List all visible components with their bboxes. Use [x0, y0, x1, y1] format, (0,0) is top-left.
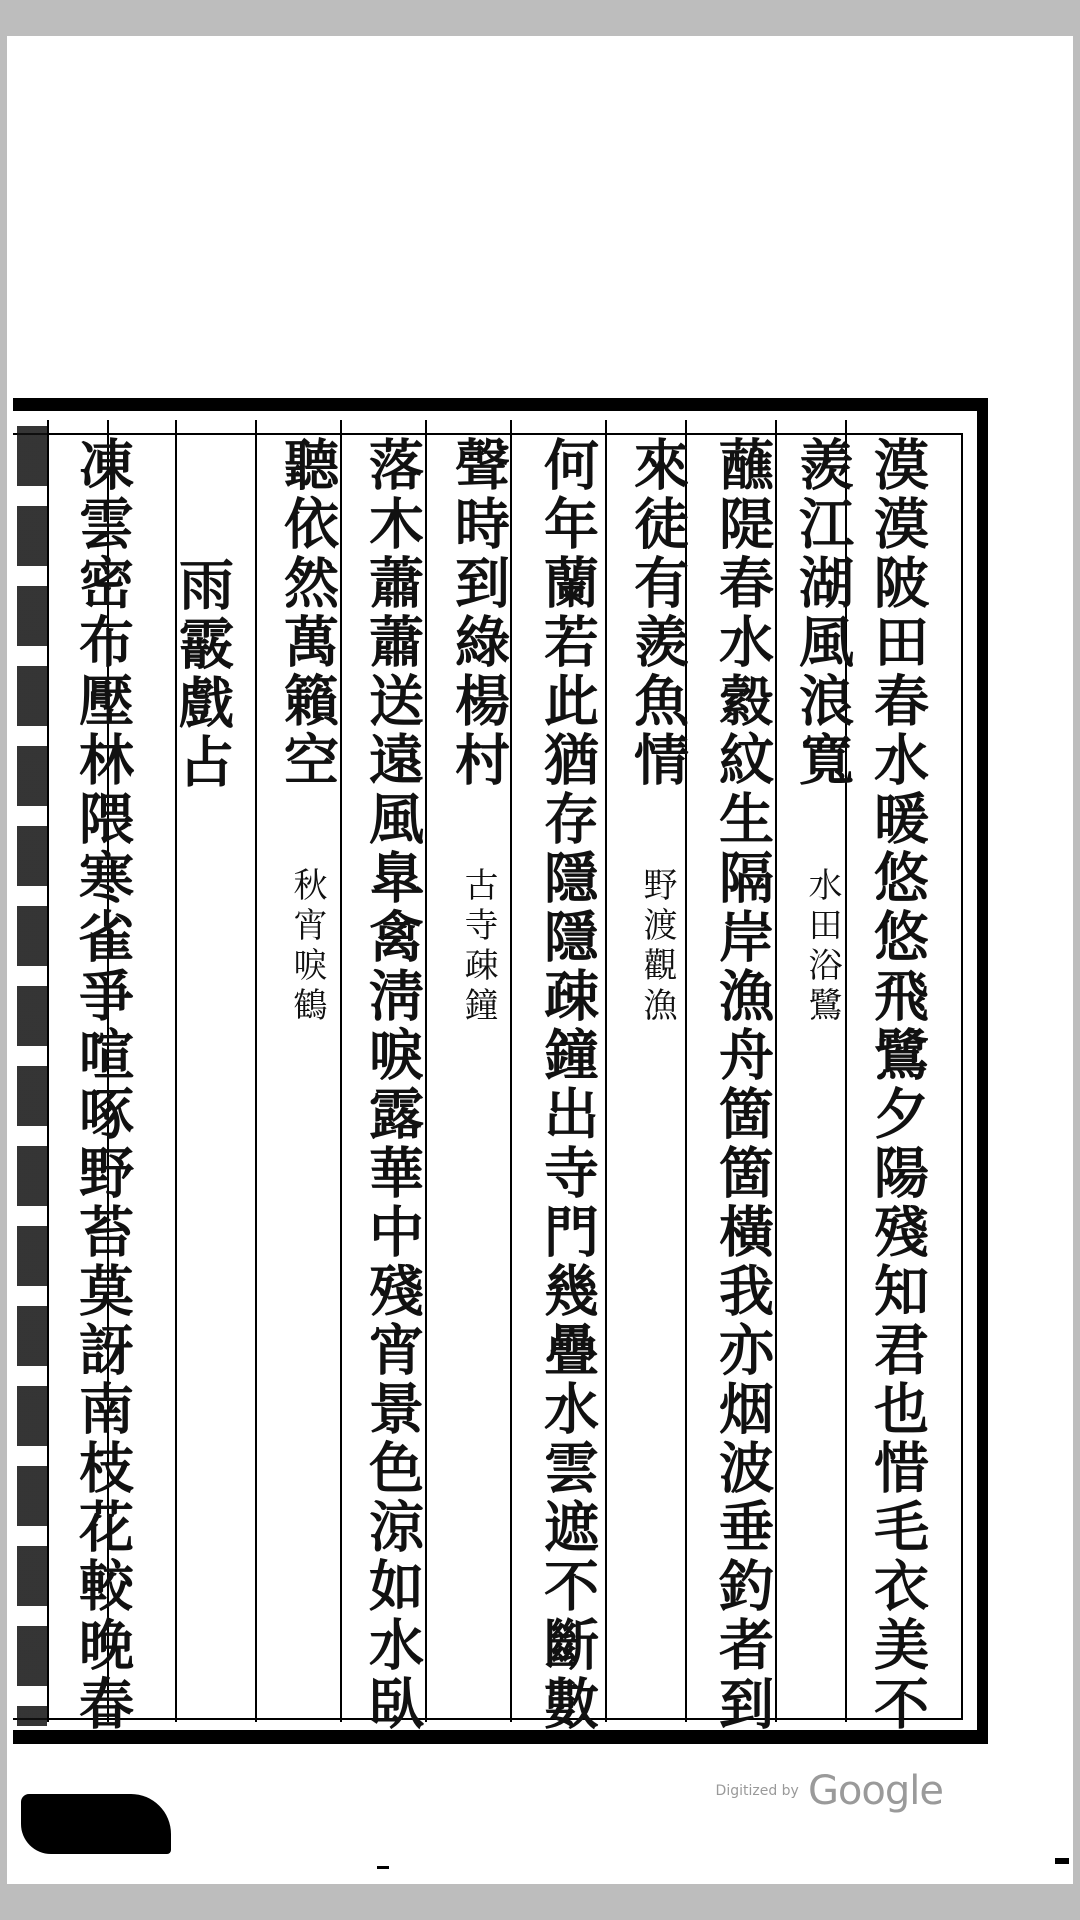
watermark-prefix: Digitized by	[715, 1783, 799, 1799]
column-text: 聲時到綠楊村	[446, 436, 511, 790]
digitized-watermark	[716, 1768, 943, 1814]
column-text: 來徒有羨魚情	[625, 436, 690, 790]
google-logo: Google	[807, 1768, 943, 1814]
poem-title-note: 水田浴鷺	[802, 867, 842, 1027]
poem-title-column	[167, 556, 237, 792]
column-rule	[47, 420, 49, 1722]
poem-title-note: 古寺疎鐘	[458, 867, 498, 1027]
verse-column-8	[272, 436, 342, 1027]
ink-speck	[377, 1866, 389, 1869]
column-text: 何年蘭若此猶存隱隱疎鐘出寺門幾疊水雲遮不斷數	[535, 436, 600, 1734]
column-text: 凍雲密布壓林隈寒雀爭喧啄野苔莫訝南枝花較晚春	[70, 436, 135, 1734]
column-rule	[605, 420, 607, 1722]
column-text: 落木蕭蕭送遠風臯禽淸唳露華中殘宵景色涼如水臥	[360, 436, 425, 1734]
verse-column-6	[443, 436, 513, 1027]
verse-column-1	[862, 436, 932, 1734]
poem-title-note: 野渡觀漁	[637, 867, 677, 1027]
margin-title-strip	[17, 426, 47, 1726]
scanned-page	[7, 36, 1073, 1884]
verse-column-7	[357, 436, 427, 1734]
ink-blot	[21, 1794, 171, 1854]
column-text: 蘸隄春水縠紋生隔岸漁舟箇箇橫我亦烟波垂釣者到	[710, 436, 775, 1734]
column-text: 聽依然萬籟空	[275, 436, 340, 790]
verse-column-5	[532, 436, 602, 1734]
verse-column-3	[707, 436, 777, 1734]
column-text: 漠漠陂田春水暖悠悠飛鷺夕陽殘知君也惜毛衣美不	[865, 436, 930, 1734]
verse-column-10	[67, 436, 137, 1734]
column-rule	[255, 420, 257, 1722]
verse-column-4	[622, 436, 692, 1027]
poem-title-note: 秋宵唳鶴	[287, 867, 327, 1027]
poem-title: 雨霰戲占	[170, 556, 235, 792]
verse-column-2	[787, 436, 857, 1027]
ink-speck	[1055, 1858, 1069, 1864]
column-text: 羨江湖風浪寬	[790, 436, 855, 790]
